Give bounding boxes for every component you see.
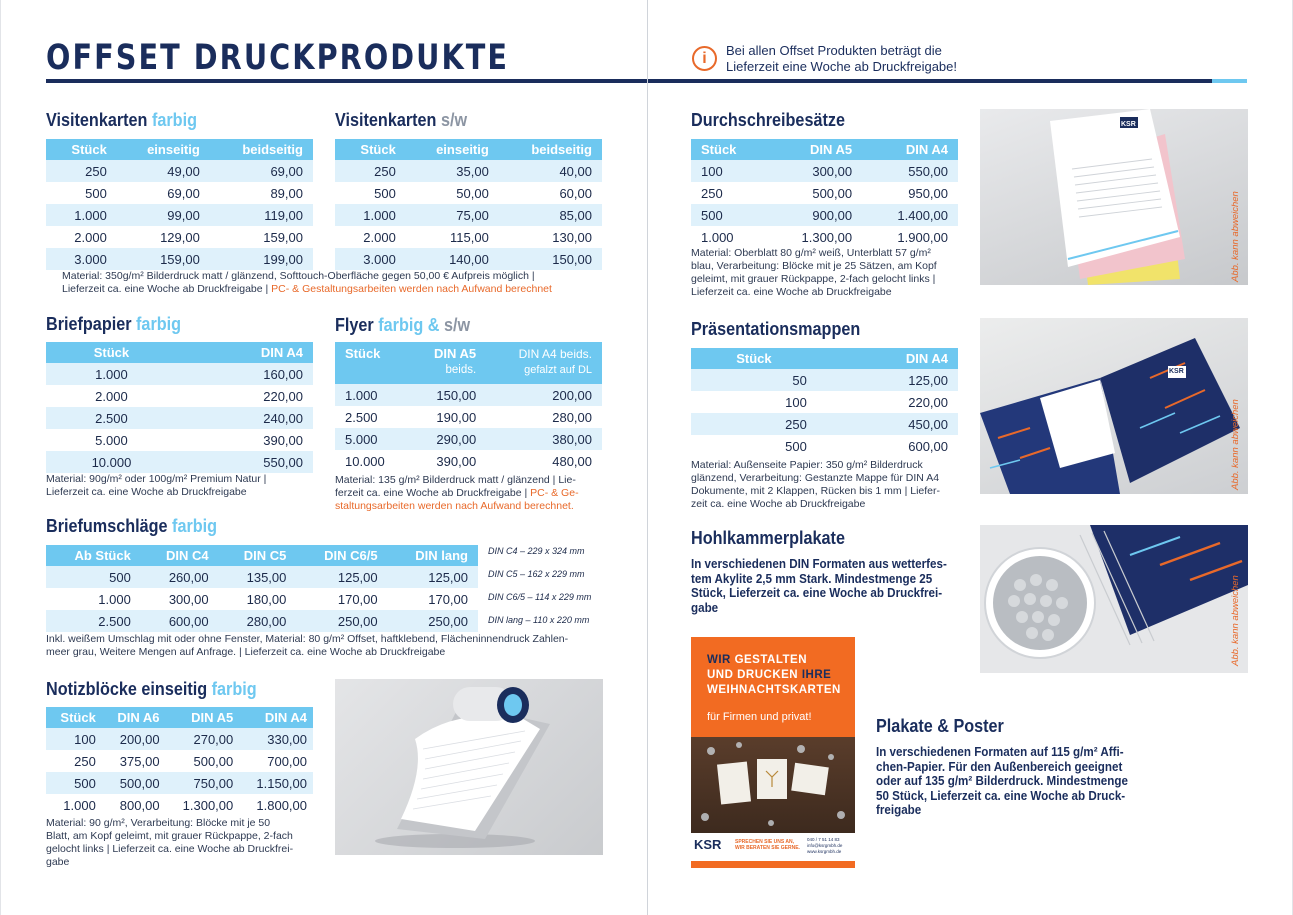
cell: 260,00 [141,566,219,588]
title-rule-accent [1212,79,1247,83]
cell: 35,00 [406,160,499,182]
cell: 700,00 [239,750,313,772]
table-row [46,610,478,632]
heading-briefumschlaege: Briefumschläge farbig [46,516,218,536]
cell: 1.800,00 [239,794,313,816]
cell: 125,00 [296,566,387,588]
note-line: gabe [46,856,70,868]
note-praesentationsmappen [691,459,966,511]
cell: 75,00 [406,204,499,226]
cell: 2.500 [335,406,409,428]
cell: 199,00 [210,248,313,270]
table-durchschreibesaetze [691,139,958,248]
col-header [486,342,602,384]
table-header-row [46,342,313,363]
col-header: DIN A6 [102,707,166,728]
heading-flyer: Flyer farbig & s/w [335,315,471,335]
cell: 250,00 [296,610,387,632]
cell: 69,00 [117,182,210,204]
table-header-row [335,342,602,384]
table-row [46,429,313,451]
cell: 250 [335,160,406,182]
cell: 50,00 [406,182,499,204]
cell: 49,00 [117,160,210,182]
cell: 500 [46,182,117,204]
col-header-line: beids. [445,364,477,376]
body-line: tem Akylite 2,5 mm Stark. Mindestmenge 25 [691,571,933,586]
note-line: zeit ca. eine Woche ab Druckfreigabe [691,498,866,510]
image-disclaimer-1: Abb. kann abweichen [1230,191,1241,282]
cell: 1.300,00 [766,226,862,248]
col-header-line: DIN A5 [434,346,477,361]
cell: 1.000 [46,794,102,816]
info-line: Lieferzeit eine Woche ab Druckfreigabe! [726,59,957,74]
table-row [335,226,602,248]
heading-notizbloecke: Notizblöcke einseitig farbig [46,679,257,699]
note-line: staltungsarbeiten werden nach Aufwand berechnet. [335,500,574,512]
heading-durchschreibesaetze: Durchschreibesätze [691,110,845,130]
note-line: Material: Oberblatt 80 g/m² weiß, Unterblatt 57 g/m² [691,247,931,259]
cell: 115,00 [406,226,499,248]
col-header: Stück [691,139,766,160]
cell: 330,00 [239,728,313,750]
ad-photo [691,737,855,833]
cell: 3.000 [46,248,117,270]
cell: 10.000 [335,450,409,472]
table-header-row [46,545,478,566]
dim-c65: DIN C6/5 – 114 x 229 mm [488,592,592,602]
corrugated-illustration [980,525,1248,673]
col-header: Stück [691,348,817,369]
dim-lang: DIN lang – 110 x 220 mm [488,615,590,625]
table-row [335,182,602,204]
cell: 500,00 [102,772,166,794]
cell: 1.000 [335,384,409,406]
col-header [409,342,486,384]
title-rule-left [46,79,647,83]
cell: 89,00 [210,182,313,204]
notepad-illustration [335,679,603,855]
cell: 240,00 [177,407,313,429]
ad-logo: KSR [694,837,722,852]
folder-logo: KSR [1169,368,1184,375]
cell: 40,00 [499,160,602,182]
cell: 270,00 [166,728,240,750]
note-line: Material: Außenseite Papier: 350 g/m² Bilderdruck [691,459,923,471]
ad-headline-line: UND DRUCKEN IHRE [707,669,832,681]
body-line: In verschiedenen Formaten auf 115 g/m² Affi- [876,745,1124,759]
ad-photo-illustration [691,737,855,833]
col-header: einseitig [117,139,210,160]
note-line: geleimt, mit grauer Rückpappe, 2-fach gelocht links | [691,273,936,285]
cell: 600,00 [817,435,958,457]
folder-illustration [980,318,1248,494]
cell: 2.500 [46,407,177,429]
cell: 159,00 [210,226,313,248]
cell: 130,00 [499,226,602,248]
note-line: Material: 135 g/m² Bilderdruck matt / glänzend | Lie- [335,474,576,486]
ad-headline-line: WEIHNACHTSKARTEN [707,684,841,696]
note-flyer [335,474,615,513]
note-line: Inkl. weißem Umschlag mit oder ohne Fenster, Material: 80 g/m² Offset, haftklebend, Flächeninnendruck Zahlen- [46,633,569,645]
letterhead-photo [980,109,1248,285]
heading-hohlkammerplakate: Hohlkammerplakate [691,528,845,548]
cell: 950,00 [862,182,958,204]
cell: 220,00 [177,385,313,407]
cell: 200,00 [102,728,166,750]
note-briefpapier [46,473,316,499]
cell: 2.000 [46,385,177,407]
cell: 290,00 [409,428,486,450]
cell: 85,00 [499,204,602,226]
cell: 129,00 [117,226,210,248]
cell: 2.000 [46,226,117,248]
table-flyer [335,342,602,472]
cell: 190,00 [409,406,486,428]
note-line: glänzend, Verarbeitung: Gestanzte Mappe für DIN A4 [691,472,940,484]
col-header: DIN A4 [239,707,313,728]
table-header-row [46,707,313,728]
table-header-row [691,139,958,160]
table-row [335,406,602,428]
body-line: freigabe [876,803,922,817]
ad-footer [691,833,855,861]
col-header: Stück [46,342,177,363]
table-notizbloecke [46,707,313,816]
cell: 150,00 [409,384,486,406]
table-row [46,772,313,794]
cell: 500 [46,566,141,588]
ad-slogan [735,839,800,851]
table-row [335,384,602,406]
dim-c5: DIN C5 – 162 x 229 mm [488,569,585,579]
cell: 500 [46,772,102,794]
cell: 3.000 [335,248,406,270]
cell: 1.000 [691,226,766,248]
folder-photo [980,318,1248,494]
note-line: Lieferzeit ca. eine Woche ab Druckfreigabe [691,286,892,298]
cell: 150,00 [499,248,602,270]
table-row [691,391,958,413]
title-rule-right [648,79,1212,83]
cell: 1.000 [46,363,177,385]
cell: 170,00 [388,588,478,610]
ad-contact [807,837,842,855]
table-header-row [691,348,958,369]
cell: 380,00 [486,428,602,450]
cell: 250 [691,413,817,435]
table-row [46,160,313,182]
cell: 100 [46,728,102,750]
note-notizbloecke [46,817,321,869]
table-row [691,226,958,248]
note-line: Material: 90 g/m², Verarbeitung: Blöcke mit je 50 [46,817,271,829]
table-row [46,451,313,473]
table-row [335,204,602,226]
table-row [46,385,313,407]
cell: 280,00 [219,610,297,632]
cell: 1.000 [335,204,406,226]
ad-contact-line: www.ksrgmbh.de [807,849,842,854]
note-line: meer grau, Weitere Mengen auf Anfrage. | Lieferzeit ca. eine Woche ab Druckfreigabe [46,646,446,658]
cell: 500 [691,435,817,457]
table-row [691,413,958,435]
table-row [691,182,958,204]
cell: 5.000 [46,429,177,451]
body-line: chen-Papier. Für den Außenbereich geeignet [876,759,1123,774]
cell: 135,00 [219,566,297,588]
cell: 250,00 [388,610,478,632]
cell: 170,00 [296,588,387,610]
note-line: Material: 90g/m² oder 100g/m² Premium Natur | [46,473,267,485]
note-line: ferzeit ca. eine Woche ab Druckfreigabe | PC- & Ge- [335,487,579,499]
text-plakate-poster [876,745,1146,818]
christmas-ad [691,637,855,868]
table-row [46,588,478,610]
col-header-line: DIN A4 beids. [518,347,592,361]
note-durchschreibesaetze [691,247,966,299]
col-header: DIN A5 [766,139,862,160]
cell: 125,00 [817,369,958,391]
text-hohlkammerplakate [691,557,961,615]
page-edge-left [0,0,1,915]
cell: 99,00 [117,204,210,226]
table-row [691,204,958,226]
ad-contact-line: info@ksrgmbh.de [807,843,843,848]
cell: 1.400,00 [862,204,958,226]
col-header-line: gefalzt auf DL [524,364,592,376]
cell: 2.500 [46,610,141,632]
cell: 600,00 [141,610,219,632]
table-header-row [46,139,313,160]
table-row [46,248,313,270]
table-row [46,182,313,204]
cell: 2.000 [335,226,406,248]
cell: 1.300,00 [166,794,240,816]
note-visitenkarten [62,270,622,296]
table-briefpapier [46,342,313,473]
cell: 220,00 [817,391,958,413]
table-header-row [335,139,602,160]
note-line: blau, Verarbeitung: Blöcke mit je 25 Sätzen, am Kopf [691,260,937,272]
note-line: Lieferzeit ca. eine Woche ab Druckfreigabe [46,486,247,498]
cell: 69,00 [210,160,313,182]
table-praesentationsmappen [691,348,958,457]
cell: 160,00 [177,363,313,385]
cell: 480,00 [486,450,602,472]
table-row [691,160,958,182]
table-row [46,363,313,385]
cell: 200,00 [486,384,602,406]
cell: 550,00 [177,451,313,473]
cell: 390,00 [177,429,313,451]
cell: 450,00 [817,413,958,435]
col-header: beidseitig [499,139,602,160]
cell: 5.000 [335,428,409,450]
body-line: gabe [691,600,719,615]
col-header: Stück [46,139,117,160]
col-header: DIN A4 [862,139,958,160]
heading-briefpapier: Briefpapier farbig [46,314,182,334]
cell: 100 [691,391,817,413]
table-row [335,450,602,472]
cell: 500 [335,182,406,204]
cell: 280,00 [486,406,602,428]
page-spine [647,0,648,915]
col-header: DIN A4 [177,342,313,363]
cell: 500,00 [166,750,240,772]
col-header: DIN A4 [817,348,958,369]
note-briefumschlaege [46,633,636,659]
letterhead-logo: KSR [1121,121,1136,128]
delivery-info [726,43,957,75]
body-line: oder auf 135 g/m² Bilderdruck. Mindestmenge [876,774,1128,788]
cell: 300,00 [766,160,862,182]
cell: 140,00 [406,248,499,270]
cell: 50 [691,369,817,391]
table-row [335,248,602,270]
cell: 500 [691,204,766,226]
col-header: DIN C5 [219,545,297,566]
table-row [46,566,478,588]
body-line: Stück, Lieferzeit ca. eine Woche ab Druckfrei- [691,586,943,600]
letterhead-illustration [980,109,1248,285]
cell: 1.000 [46,204,117,226]
cell: 390,00 [409,450,486,472]
cell: 180,00 [219,588,297,610]
notepad-photo [335,679,603,855]
image-disclaimer-2: Abb. kann abweichen [1230,399,1241,490]
cell: 250 [46,160,117,182]
cell: 60,00 [499,182,602,204]
col-header: Stück [46,707,102,728]
table-row [46,407,313,429]
cell: 1.900,00 [862,226,958,248]
note-line: Lieferzeit ca. eine Woche ab Druckfreigabe | PC- & Gestaltungsarbeiten werden nach Aufwand berechnet [62,283,552,295]
cell: 375,00 [102,750,166,772]
heading-praesentationsmappen: Präsentationsmappen [691,319,861,339]
heading-plakate-poster: Plakate & Poster [876,716,1004,736]
cell: 10.000 [46,451,177,473]
col-header: einseitig [406,139,499,160]
note-line: gelocht links | Lieferzeit ca. eine Woche ab Druckfrei- [46,843,294,855]
table-visitenkarten-farbig [46,139,313,270]
table-briefumschlaege [46,545,478,632]
col-header: DIN C4 [141,545,219,566]
table-row [335,428,602,450]
dim-c4: DIN C4 – 229 x 324 mm [488,546,585,556]
ad-contact-line: 040 / 7 51 14 83 [807,837,840,842]
col-header: Stück [335,139,406,160]
info-line: Bei allen Offset Produkten beträgt die [726,43,942,58]
cell: 900,00 [766,204,862,226]
table-row [46,226,313,248]
col-header: DIN lang [388,545,478,566]
table-row [691,369,958,391]
cell: 250 [691,182,766,204]
body-line: 50 Stück, Lieferzeit ca. eine Woche ab Druck- [876,788,1126,803]
note-line: Blatt, am Kopf geleimt, mit grauer Rückpappe, 2-fach [46,830,293,842]
table-row [691,435,958,457]
ad-slogan-line: WIR BERATEN SIE GERNE. [735,845,800,851]
body-line: In verschiedenen DIN Formaten aus wetterfes- [691,557,947,571]
cell: 550,00 [862,160,958,182]
note-line: Material: 350g/m² Bilderdruck matt / glänzend, Softtouch-Oberfläche gegen 50,00 € Aufpreis möglich | [62,270,535,282]
cell: 100 [691,160,766,182]
cell: 125,00 [388,566,478,588]
heading-visitenkarten-sw: Visitenkarten s/w [335,110,468,130]
col-header: Ab Stück [46,545,141,566]
image-disclaimer-3: Abb. kann abweichen [1230,575,1241,666]
cell: 1.000 [46,588,141,610]
ad-headline-line: WIR GESTALTEN [707,654,807,666]
ad-subline: für Firmen und privat! [707,711,812,723]
table-row [46,728,313,750]
cell: 159,00 [117,248,210,270]
table-visitenkarten-sw [335,139,602,270]
page-title: OFFSET DRUCKPRODUKTE [46,38,510,78]
cell: 300,00 [141,588,219,610]
ad-slogan-line: SPRECHEN SIE UNS AN, [735,839,794,845]
heading-visitenkarten-farbig: Visitenkarten farbig [46,110,197,130]
cell: 800,00 [102,794,166,816]
ad-headline [707,653,852,698]
corrugated-photo [980,525,1248,673]
cell: 250 [46,750,102,772]
col-header: Stück [335,342,409,384]
info-icon: i [692,46,717,71]
cell: 119,00 [210,204,313,226]
cell: 500,00 [766,182,862,204]
table-row [46,750,313,772]
note-line: Dokumente, mit 2 Klappen, Rücken bis 1 mm | Liefer- [691,485,941,497]
cell: 1.150,00 [239,772,313,794]
table-row [46,204,313,226]
col-header: DIN A5 [166,707,240,728]
table-row [46,794,313,816]
cell: 750,00 [166,772,240,794]
col-header: beidseitig [210,139,313,160]
table-row [335,160,602,182]
col-header: DIN C6/5 [296,545,387,566]
